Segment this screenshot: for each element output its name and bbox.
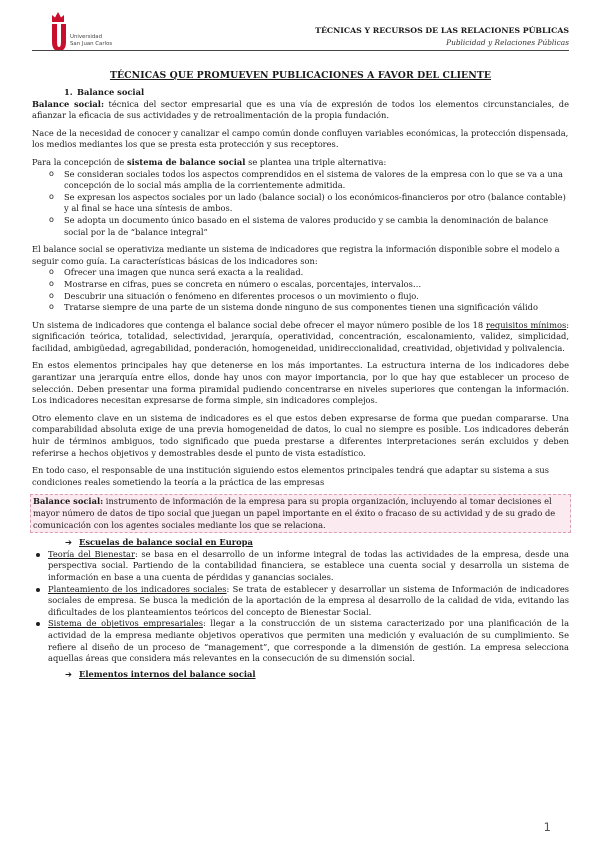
section-heading	[32, 87, 569, 99]
school-text: : se basa en el desarrollo de un informe integral de todas las actividades de la empresa, desde una perspectiva social. Partiendo de la contabilidad financiera, se establece una cuenta social y desarrolla un sistema de información en base a una cuenta de pérdidas y ganancias sociales.	[48, 548, 569, 582]
alternatives-list	[32, 169, 569, 239]
school-item	[32, 618, 569, 664]
list-item: o Mostrarse en cifras, pues se concreta en número o escalas, porcentajes, intervalos…	[32, 279, 569, 291]
definition-paragraph	[32, 99, 569, 122]
degree-name: Publicidad y Relaciones Públicas	[446, 38, 569, 47]
definition-text: instrumento de información de la empresa para su propia organización, incluyendo al tomar decisiones el mayor número de datos de tipo social que juegan un papel importante en el éxito o fracaso de su actividad y de su grado de comunicación con los agentes sociales mediante los que se relaciona.	[33, 496, 556, 530]
heading-text: Escuelas de balance social en Europa	[79, 537, 253, 548]
definition-text: técnica del sector empresarial que es una vía de expresión de todos los elementos circunstanciales, de afianzar la eficacia de sus actividades y de retroalimentación de la propia fundación.	[32, 98, 569, 121]
paragraph-requirements	[32, 320, 569, 355]
definition-term: Balance social:	[32, 98, 105, 109]
list-item: o Se adopta un documento único basado en el sistema de valores producido y se cambia la denominación de balance social por la de “balance integral”	[32, 215, 569, 238]
definition-term: Balance social:	[33, 496, 104, 507]
school-item	[32, 584, 569, 619]
page-header	[32, 0, 569, 70]
arrow-icon: ➔	[65, 537, 72, 548]
university-name-line: San Juan Carlos	[70, 40, 113, 47]
university-name	[70, 34, 112, 47]
schools-list	[32, 549, 569, 665]
section-title: Balance social	[77, 87, 145, 97]
u-logo-icon	[51, 23, 67, 52]
text-span: Para la concepción de	[32, 156, 127, 167]
definition-highlight-box	[30, 494, 571, 533]
list-item: o Se consideran sociales todos los aspectos comprendidos en el sistema de valores de la empresa con lo que se va a una concepción de lo social más amplia de la corrientemente admitida.	[32, 169, 569, 192]
list-item: o Ofrecer una imagen que nunca será exacta a la realidad.	[32, 267, 569, 279]
school-text: : llegar a la construcción de un sistema caracterizado por una planificación de la actividad de la empresa mediante objetivos operativos que permiten una medición y evaluación de su cumplimiento. Se refiere al diseño de un proceso de “management”, que corresponde a la dimensión de gestión. La empresa selecciona aquellas áreas que considera más relevantes en la consecución de su dimensión social.	[48, 618, 570, 664]
paragraph-origin: Nace de la necesidad de conocer y canalizar el campo común donde confluyen variables económicas, la protección dispensada, los medios mediantes los que se presta esta protección y sus receptores.	[32, 127, 569, 150]
section-number: 1.	[64, 87, 73, 97]
paragraph-comparability: Otro elemento clave en un sistema de indicadores es el que estos deben expresarse de forma que puedan compararse. Una comparabilidad absoluta exige de una previa homogeneidad de datos, lo cual no siempre es posible. Los indicadores deberán huir de términos ambiguos, todo significado que pueda prestarse a diferentes interpretaciones serán excluidos y deben referirse a hechos objetivos y demostrables desde el punto de vista estadístico.	[32, 412, 569, 458]
paragraph-elements: En estos elementos principales hay que detenerse en los más importantes. La estructura interna de los indicadores debe garantizar una jerarquía entre ellos, donde hay unos con mayor importancia, por lo que hay que establecer un proceso de selección. Deben presentar una forma piramidal pudiendo concentrarse en niveles superiores que contengan la información. Los indicadores necesitan expresarse de forma simple, sin indicadores complejos.	[32, 360, 569, 406]
school-name: Sistema de objetivos empresariales	[48, 618, 203, 629]
document-title: TÉCNICAS QUE PROMUEVEN PUBLICACIONES A FAVOR DEL CLIENTE	[109, 70, 492, 81]
characteristics-list	[32, 267, 569, 313]
paragraph-operativization: El balance social se operativiza mediante un sistema de indicadores que registra la información disponible sobre el modelo a seguir como guía. La características básicas de los indicadores son:	[32, 244, 560, 266]
list-item: o Se expresan los aspectos sociales por un lado (balance social) o los económicos-financieros por otro (balance contable) y al final se hace una síntesis de ambos.	[32, 192, 569, 215]
university-name-line: Universidad	[70, 34, 103, 40]
heading-text: Elementos internos del balance social	[79, 668, 256, 679]
school-name: Planteamiento de los indicadores sociales	[48, 583, 227, 594]
internal-elements-heading	[32, 669, 569, 681]
schools-heading	[32, 537, 569, 549]
bold-term: sistema de balance social	[126, 156, 246, 167]
paragraph-adaptation: En todo caso, el responsable de una institución siguiendo estos elementos principales tendrá que adaptar su sistema a sus condiciones reales sometiendo la teoría a la práctica de las empresas	[32, 465, 549, 487]
school-name: Teoría del Bienestar	[48, 548, 135, 559]
school-text: : Se trata de establecer y desarrollar un sistema de Información de indicadores sociales de empresa. Se busca la medición de la aportación de la empresa al desarrollo de la calidad de vida, evitando las dificultades de los planteamientos teóricos del concepto de Bienestar Social.	[48, 583, 569, 617]
list-item: o Tratarse siempre de una parte de un sistema donde ninguno de sus componentes tienen una significación válido	[32, 302, 569, 314]
requirements-link[interactable]: requisitos mínimos	[486, 319, 567, 330]
header-divider	[32, 50, 569, 51]
text-span: se plantea una triple alternativa:	[245, 156, 387, 167]
paragraph-conception	[32, 157, 569, 169]
text-span: Un sistema de indicadores que contenga el balance social debe ofrecer el mayor número posible de los 18	[32, 319, 487, 330]
arrow-icon: ➔	[65, 668, 72, 679]
school-item	[32, 549, 569, 584]
list-item: o Descubrir una situación o fenómeno en diferentes procesos o un movimiento o flujo.	[32, 291, 569, 303]
course-title: TÉCNICAS Y RECURSOS DE LAS RELACIONES PÚBLICAS	[315, 26, 569, 35]
crown-icon	[51, 11, 65, 22]
page-number: 1	[543, 820, 551, 835]
text-span: : significación teórica, totalidad, selectividad, jerarquía, operatividad, concentración, escalonamiento, validez, simplicidad, facilidad, ambigüedad, agregabilidad, ponderación, homogeneidad, unidireccionalidad, creatividad, objetividad y polivalencia.	[32, 319, 569, 353]
